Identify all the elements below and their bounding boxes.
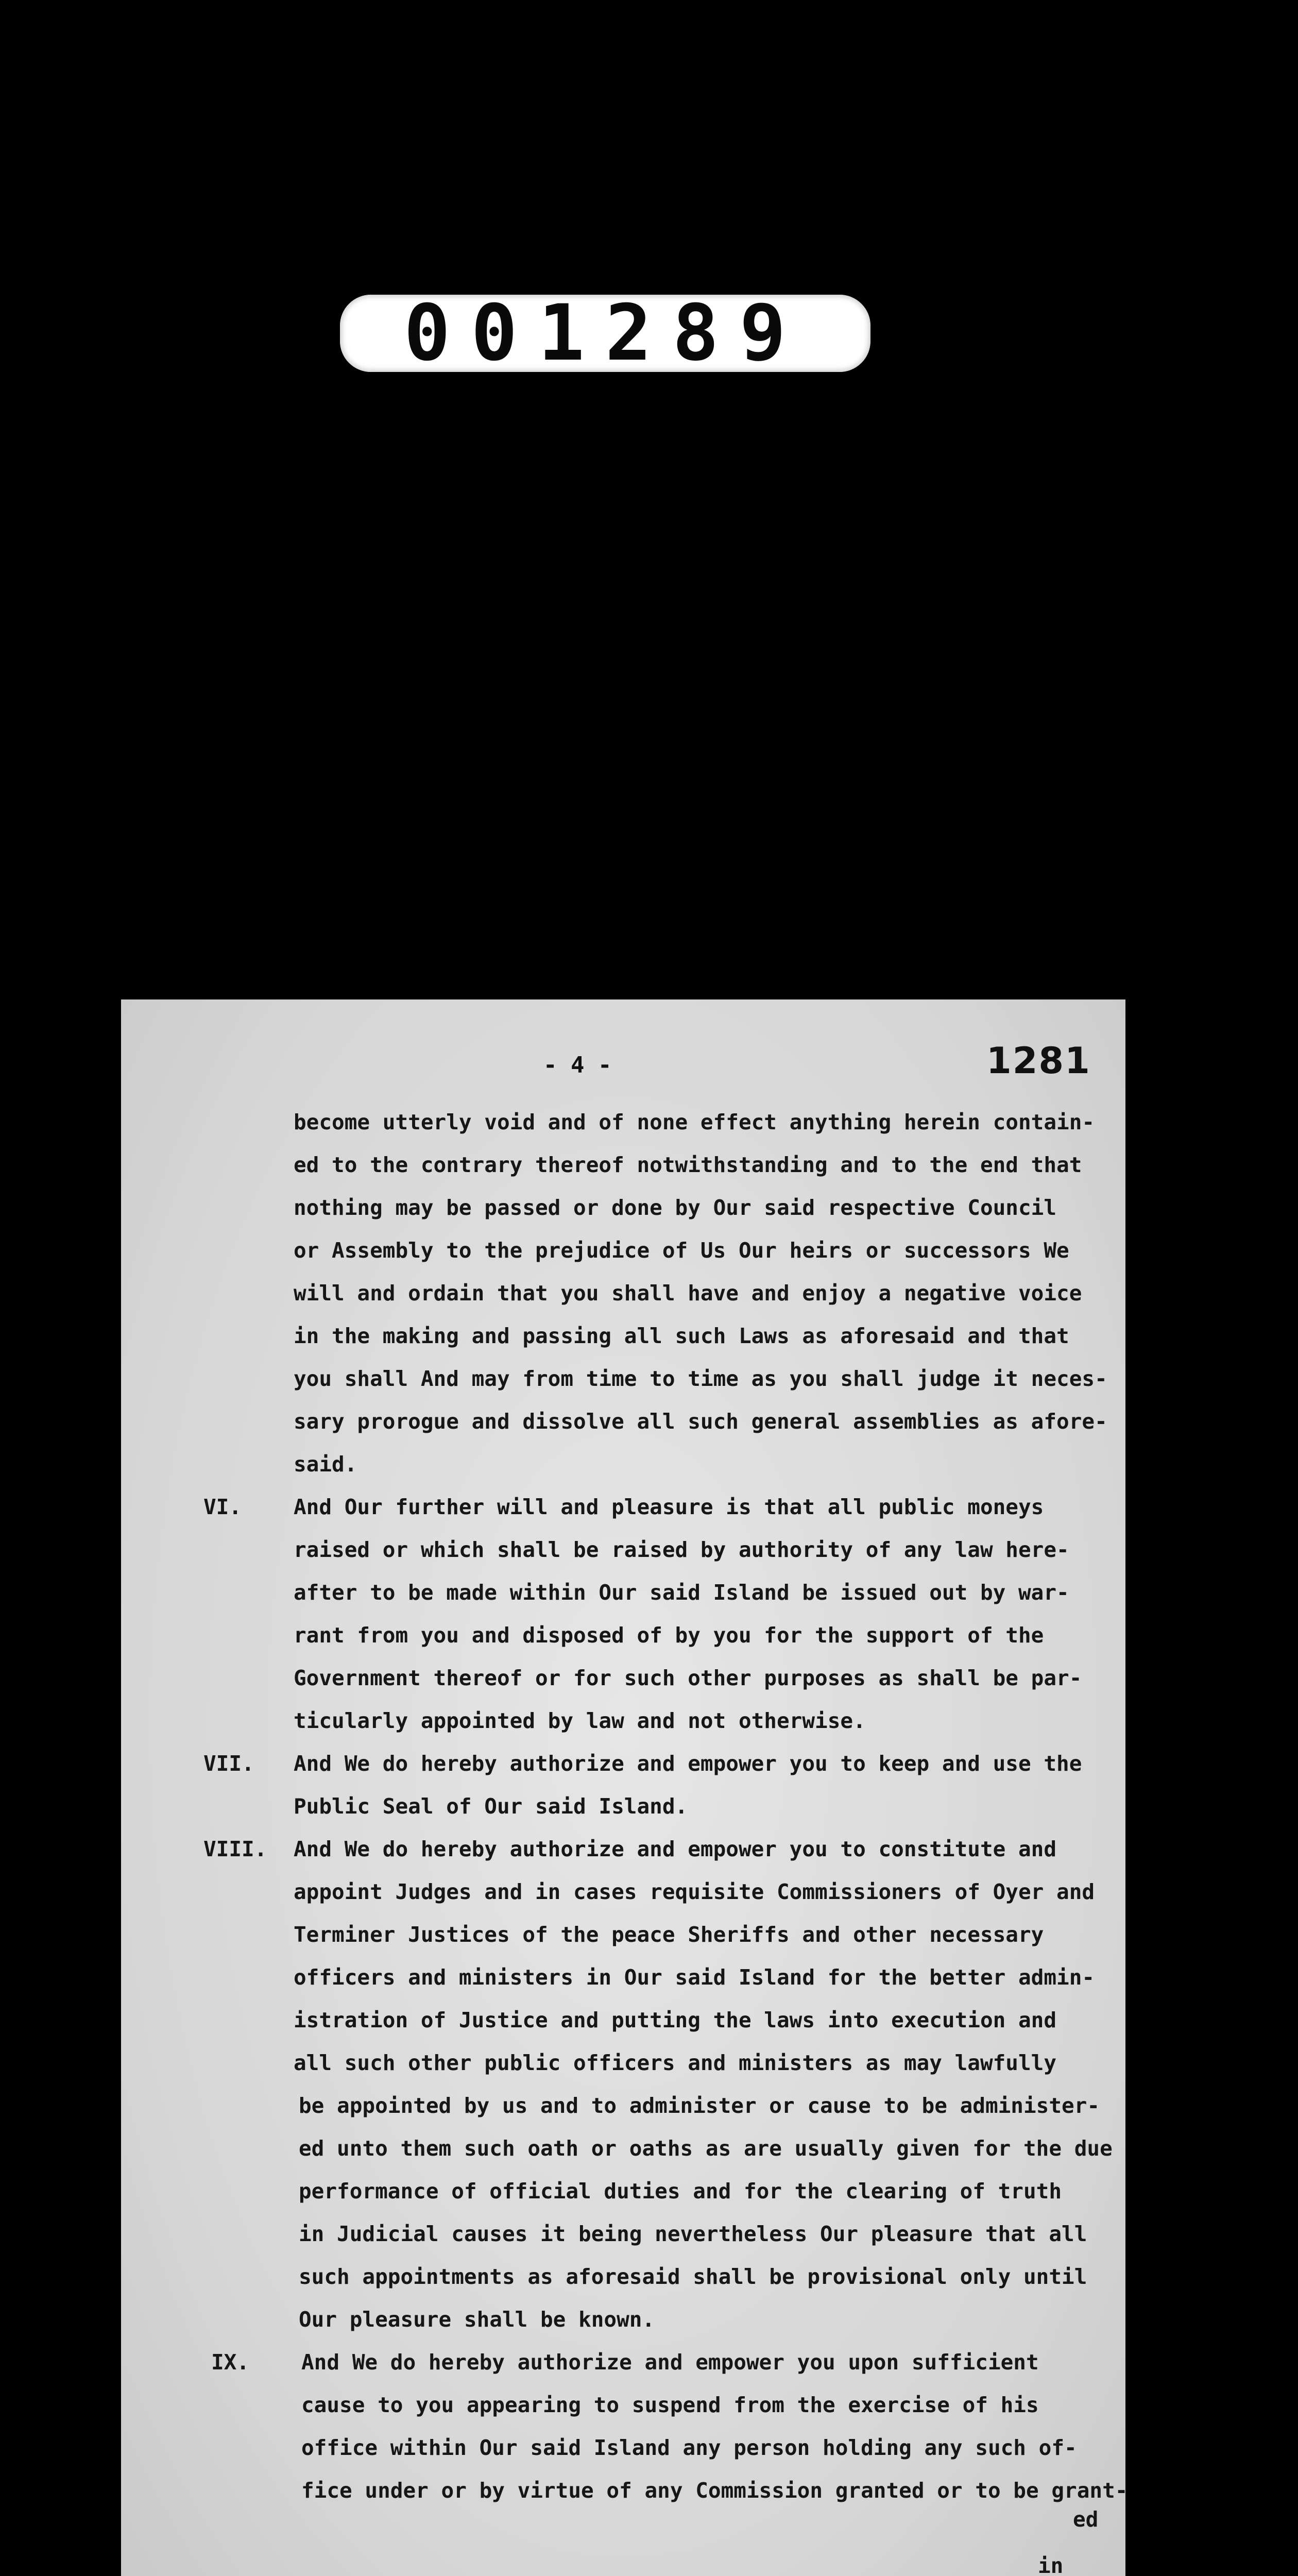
text-line: rant from you and disposed of by you for the support of the xyxy=(294,1623,1044,1648)
text-line: And We do hereby authorize and empower you to keep and use the xyxy=(294,1751,1082,1776)
text-line: istration of Justice and putting the laws into execution and xyxy=(294,2008,1057,2032)
paragraph-number: VII. xyxy=(203,1751,254,1776)
text-line: And We do hereby authorize and empower you to constitute and xyxy=(294,1837,1057,1861)
page-number: - 4 - xyxy=(543,1052,612,1078)
text-line: fice under or by virtue of any Commission granted or to be grant- xyxy=(301,2478,1128,2503)
text-line: Our pleasure shall be known. xyxy=(299,2307,655,2332)
text-line: said. xyxy=(294,1452,357,1477)
text-line: become utterly void and of none effect anything herein contain- xyxy=(294,1110,1095,1134)
text-line: officers and ministers in Our said Island for the better admin- xyxy=(294,1965,1095,1990)
catchword: in xyxy=(1038,2553,1064,2576)
text-line: you shall And may from time to time as you shall judge it neces- xyxy=(294,1366,1107,1391)
text-line: performance of official duties and for the clearing of truth xyxy=(299,2179,1062,2204)
continuation-text: ed xyxy=(1073,2507,1099,2532)
frame-counter xyxy=(340,289,870,378)
folio-number: 1281 xyxy=(986,1040,1091,1082)
text-line: And We do hereby authorize and empower you upon sufficient xyxy=(301,2350,1039,2375)
text-line: ticularly appointed by law and not otherwise. xyxy=(294,1708,866,1733)
text-line: such appointments as aforesaid shall be provisional only until xyxy=(299,2264,1087,2289)
text-line: cause to you appearing to suspend from the exercise of his xyxy=(301,2393,1039,2417)
text-line: after to be made within Our said Island be issued out by war- xyxy=(294,1580,1069,1605)
text-line: be appointed by us and to administer or cause to be administer- xyxy=(299,2093,1100,2118)
text-line: office within Our said Island any person holding any such of- xyxy=(301,2435,1077,2460)
text-line: ed to the contrary thereof notwithstanding and to the end that xyxy=(294,1153,1082,1177)
text-line: Public Seal of Our said Island. xyxy=(294,1794,688,1819)
text-line: in the making and passing all such Laws as aforesaid and that xyxy=(294,1324,1069,1348)
frame-counter-text: 001289 xyxy=(404,289,807,378)
paragraph-number: VI. xyxy=(203,1495,242,1519)
text-line: nothing may be passed or done by Our said respective Council xyxy=(294,1195,1057,1220)
text-line: ed unto them such oath or oaths as are usually given for the due xyxy=(299,2136,1113,2161)
text-line: appoint Judges and in cases requisite Commissioners of Oyer and xyxy=(294,1879,1095,1904)
text-line: sary prorogue and dissolve all such general assemblies as afore- xyxy=(294,1409,1107,1434)
text-line: And Our further will and pleasure is that all public moneys xyxy=(294,1495,1044,1519)
paragraph-number: VIII. xyxy=(203,1837,267,1861)
document-page xyxy=(121,999,1128,2576)
text-line: in Judicial causes it being nevertheless Our pleasure that all xyxy=(299,2222,1087,2246)
text-line: or Assembly to the prejudice of Us Our heirs or successors We xyxy=(294,1238,1069,1263)
text-line: Government thereof or for such other purposes as shall be par- xyxy=(294,1666,1082,1690)
paragraph-number: IX. xyxy=(211,2350,250,2375)
text-line: will and ordain that you shall have and enjoy a negative voice xyxy=(294,1281,1082,1306)
text-line: raised or which shall be raised by authority of any law here- xyxy=(294,1537,1069,1562)
text-line: all such other public officers and ministers as may lawfully xyxy=(294,2050,1057,2075)
text-line: Terminer Justices of the peace Sheriffs and other necessary xyxy=(294,1922,1044,1947)
